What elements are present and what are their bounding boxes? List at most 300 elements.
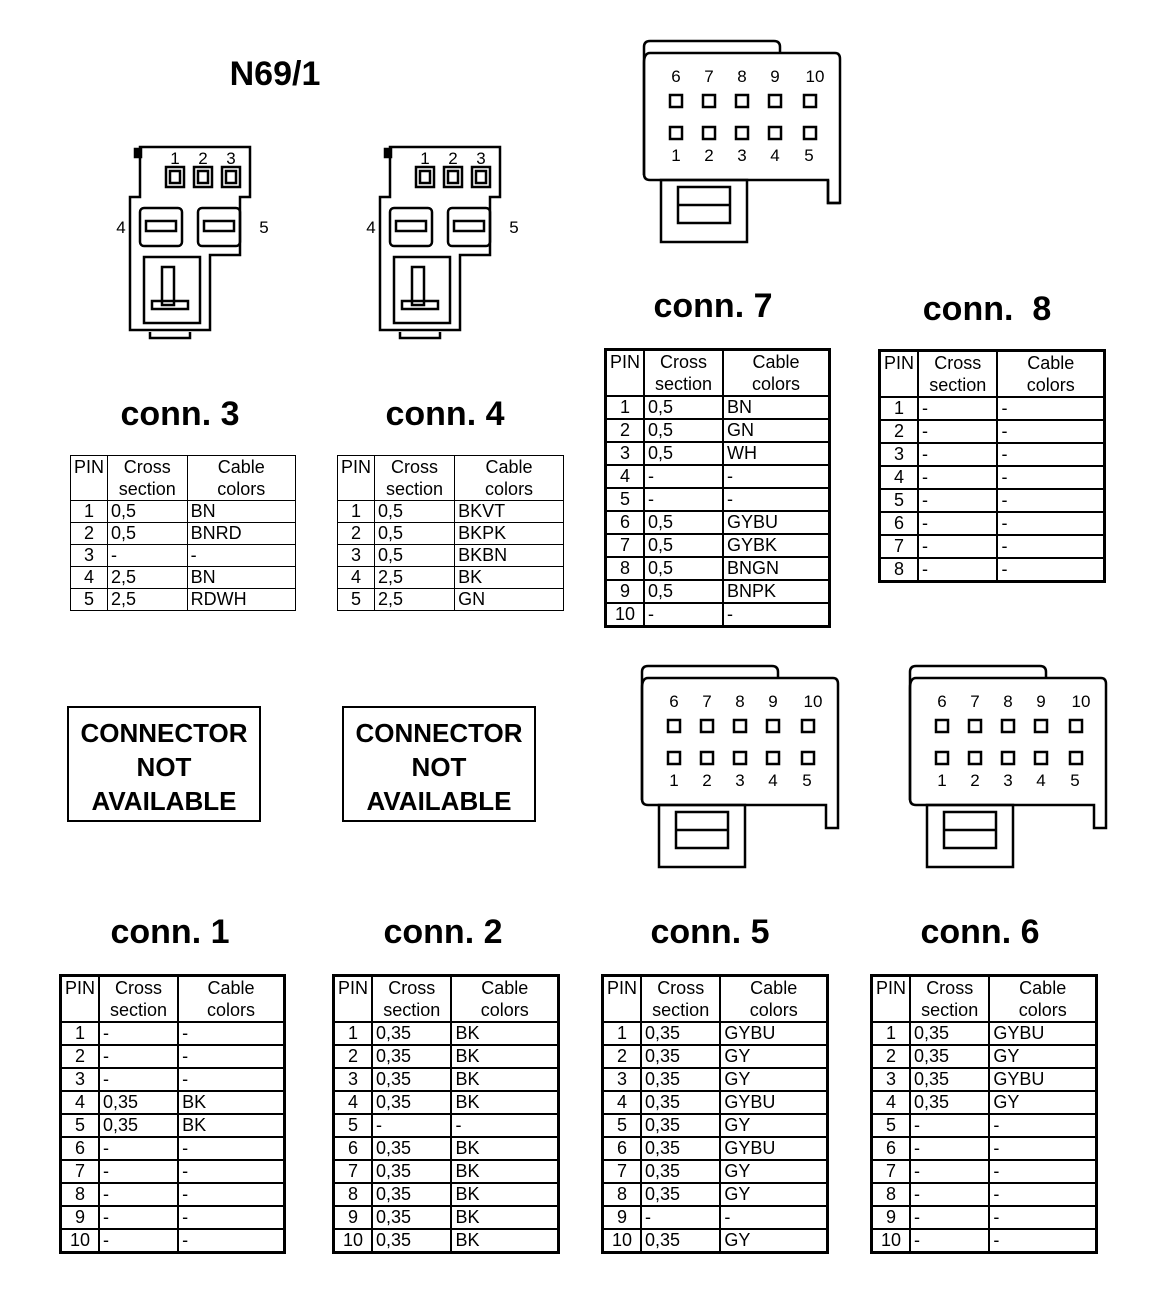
pin-label: 8 bbox=[735, 692, 745, 711]
table-header-row bbox=[872, 976, 1097, 1023]
cable-color-cell: - bbox=[997, 466, 1104, 489]
conn-8-title: conn. 8 bbox=[922, 290, 1052, 328]
cross-section-cell: 0,35 bbox=[910, 1091, 989, 1114]
header-cable: Cable colors bbox=[720, 976, 827, 1023]
na-line: AVAILABLE bbox=[366, 786, 512, 816]
pin-cell: 6 bbox=[334, 1137, 373, 1160]
pin-label: 9 bbox=[768, 692, 778, 711]
cross-section-cell: 0,5 bbox=[644, 580, 723, 603]
table-row bbox=[603, 1068, 828, 1091]
table-row bbox=[61, 1160, 285, 1183]
cross-section-cell: 0,35 bbox=[372, 1229, 451, 1253]
header-cable: Cable colors bbox=[451, 976, 558, 1023]
pin-cell: 8 bbox=[61, 1183, 100, 1206]
cable-color-cell: - bbox=[720, 1206, 827, 1229]
table-row bbox=[338, 567, 564, 589]
pin-cell: 8 bbox=[880, 558, 919, 582]
connector-drawing-7 bbox=[630, 35, 850, 250]
table-row bbox=[61, 1229, 285, 1253]
cable-color-cell: BK bbox=[451, 1206, 558, 1229]
header-cross: Cross section bbox=[99, 976, 178, 1023]
cable-color-cell: - bbox=[178, 1137, 284, 1160]
table-row bbox=[603, 1137, 828, 1160]
table-row bbox=[334, 1137, 559, 1160]
table-row bbox=[334, 1206, 559, 1229]
pin-label: 3 bbox=[737, 146, 747, 165]
na-line: NOT bbox=[411, 752, 467, 782]
table-row bbox=[338, 545, 564, 567]
pin-cell: 3 bbox=[61, 1068, 100, 1091]
conn-4-table bbox=[337, 455, 564, 611]
header-pin: PIN bbox=[71, 456, 108, 501]
pin-label: 5 bbox=[804, 146, 814, 165]
cross-section-cell: 0,35 bbox=[641, 1114, 720, 1137]
pin-label: 10 bbox=[805, 67, 825, 86]
pin-cell: 6 bbox=[603, 1137, 642, 1160]
cross-section-cell: - bbox=[99, 1229, 178, 1253]
cable-color-cell: - bbox=[187, 545, 295, 567]
cross-section-cell: 0,5 bbox=[644, 557, 723, 580]
pin-cell: 4 bbox=[880, 466, 919, 489]
table-row bbox=[606, 419, 830, 442]
cable-color-cell: - bbox=[178, 1160, 284, 1183]
table-row bbox=[334, 1068, 559, 1091]
cable-color-cell: - bbox=[178, 1068, 284, 1091]
cable-color-cell: BN bbox=[187, 501, 295, 523]
pin-cell: 4 bbox=[61, 1091, 100, 1114]
table-row bbox=[61, 1137, 285, 1160]
pin-cell: 2 bbox=[606, 419, 645, 442]
cross-section-cell: - bbox=[99, 1022, 178, 1045]
table-header-row bbox=[603, 976, 828, 1023]
cross-section-cell: 0,35 bbox=[372, 1045, 451, 1068]
pin-label: 8 bbox=[737, 67, 747, 86]
cross-section-cell: - bbox=[910, 1206, 989, 1229]
cross-section-cell: 0,35 bbox=[99, 1091, 178, 1114]
pin-cell: 6 bbox=[61, 1137, 100, 1160]
cross-section-cell: - bbox=[918, 420, 997, 443]
connector-not-available-box bbox=[67, 706, 261, 822]
table-row bbox=[872, 1091, 1097, 1114]
header-pin: PIN bbox=[61, 976, 100, 1023]
cross-section-cell: - bbox=[918, 489, 997, 512]
conn-5-title: conn. 5 bbox=[650, 913, 770, 951]
pin-label: 9 bbox=[770, 67, 780, 86]
pin-label: 1 bbox=[671, 146, 681, 165]
pin-label: 4 bbox=[770, 146, 780, 165]
cable-color-cell: BK bbox=[455, 567, 564, 589]
cable-color-cell: BK bbox=[178, 1091, 284, 1114]
header-cable: Cable colors bbox=[723, 350, 830, 397]
cable-color-cell: GYBU bbox=[723, 511, 830, 534]
pin-label: 5 bbox=[509, 218, 519, 237]
pin-label: 7 bbox=[702, 692, 712, 711]
pin-cell: 2 bbox=[338, 523, 375, 545]
pin-label: 4 bbox=[116, 218, 126, 237]
cable-color-cell: - bbox=[178, 1229, 284, 1253]
pin-cell: 9 bbox=[872, 1206, 911, 1229]
pin-label: 3 bbox=[735, 771, 745, 790]
cable-color-cell: BK bbox=[451, 1229, 558, 1253]
cable-color-cell: BK bbox=[451, 1045, 558, 1068]
cable-color-cell: BKPK bbox=[455, 523, 564, 545]
cross-section-cell: 0,35 bbox=[641, 1045, 720, 1068]
pin-cell: 7 bbox=[603, 1160, 642, 1183]
cross-section-cell: 0,35 bbox=[372, 1160, 451, 1183]
table-row bbox=[61, 1068, 285, 1091]
cross-section-cell: 0,35 bbox=[372, 1206, 451, 1229]
pin-cell: 4 bbox=[872, 1091, 911, 1114]
pin-cell: 5 bbox=[334, 1114, 373, 1137]
table-row bbox=[61, 1022, 285, 1045]
header-pin: PIN bbox=[606, 350, 645, 397]
na-line: CONNECTOR bbox=[355, 718, 523, 748]
conn-3-table bbox=[70, 455, 296, 611]
pin-label: 7 bbox=[970, 692, 980, 711]
cable-color-cell: GYBU bbox=[720, 1137, 827, 1160]
header-cross: Cross section bbox=[910, 976, 989, 1023]
table-row bbox=[606, 557, 830, 580]
connector-drawing-4 bbox=[360, 135, 530, 345]
table-row bbox=[603, 1045, 828, 1068]
table-row bbox=[872, 1137, 1097, 1160]
table-row bbox=[603, 1206, 828, 1229]
pin-label: 6 bbox=[671, 67, 681, 86]
pin-cell: 4 bbox=[334, 1091, 373, 1114]
cable-color-cell: - bbox=[723, 603, 830, 627]
conn-7-table bbox=[604, 348, 831, 628]
pin-label: 5 bbox=[259, 218, 269, 237]
table-row bbox=[61, 1045, 285, 1068]
cable-color-cell: BK bbox=[451, 1091, 558, 1114]
table-row bbox=[606, 534, 830, 557]
conn-2-title: conn. 2 bbox=[383, 913, 503, 951]
pin-cell: 3 bbox=[603, 1068, 642, 1091]
pin-label: 6 bbox=[669, 692, 679, 711]
cross-section-cell: - bbox=[99, 1045, 178, 1068]
cable-color-cell: - bbox=[989, 1137, 1096, 1160]
conn-6-table bbox=[870, 974, 1098, 1254]
conn-8-table bbox=[878, 349, 1106, 583]
pin-label: 1 bbox=[669, 771, 679, 790]
cable-color-cell: - bbox=[723, 465, 830, 488]
cable-color-cell: - bbox=[997, 443, 1104, 466]
cross-section-cell: 2,5 bbox=[375, 567, 455, 589]
na-line: CONNECTOR bbox=[80, 718, 248, 748]
pin-cell: 2 bbox=[334, 1045, 373, 1068]
table-row bbox=[71, 567, 296, 589]
cable-color-cell: BNPK bbox=[723, 580, 830, 603]
pin-cell: 6 bbox=[872, 1137, 911, 1160]
table-row bbox=[334, 1160, 559, 1183]
pin-label: 5 bbox=[802, 771, 812, 790]
pin-cell: 9 bbox=[603, 1206, 642, 1229]
cable-color-cell: - bbox=[997, 512, 1104, 535]
header-pin: PIN bbox=[338, 456, 375, 501]
cable-color-cell: BK bbox=[451, 1022, 558, 1045]
pin-cell: 4 bbox=[71, 567, 108, 589]
pin-cell: 3 bbox=[606, 442, 645, 465]
pin-label: 10 bbox=[1071, 692, 1091, 711]
cable-color-cell: GY bbox=[720, 1068, 827, 1091]
cable-color-cell: - bbox=[178, 1206, 284, 1229]
cross-section-cell: 0,35 bbox=[99, 1114, 178, 1137]
pin-label: 7 bbox=[704, 67, 714, 86]
pin-label: 5 bbox=[1070, 771, 1080, 790]
pin-cell: 2 bbox=[880, 420, 919, 443]
table-row bbox=[71, 523, 296, 545]
table-row bbox=[61, 1114, 285, 1137]
cross-section-cell: 0,35 bbox=[372, 1068, 451, 1091]
cross-section-cell: 2,5 bbox=[375, 589, 455, 611]
pin-cell: 7 bbox=[880, 535, 919, 558]
table-row bbox=[872, 1022, 1097, 1045]
cable-color-cell: GYBU bbox=[720, 1091, 827, 1114]
cable-color-cell: - bbox=[989, 1114, 1096, 1137]
pin-cell: 10 bbox=[334, 1229, 373, 1253]
table-row bbox=[880, 397, 1105, 420]
pin-label: 4 bbox=[768, 771, 778, 790]
cable-color-cell: GYBU bbox=[720, 1022, 827, 1045]
cable-color-cell: BN bbox=[187, 567, 295, 589]
cross-section-cell: 0,5 bbox=[108, 501, 188, 523]
pin-label: 9 bbox=[1036, 692, 1046, 711]
pin-cell: 9 bbox=[61, 1206, 100, 1229]
pin-cell: 10 bbox=[61, 1229, 100, 1253]
table-row bbox=[872, 1045, 1097, 1068]
table-row bbox=[880, 558, 1105, 582]
cross-section-cell: - bbox=[918, 535, 997, 558]
pin-label: 4 bbox=[1036, 771, 1046, 790]
header-cable: Cable colors bbox=[989, 976, 1096, 1023]
connector-drawing-6 bbox=[896, 660, 1116, 875]
table-row bbox=[334, 1045, 559, 1068]
cross-section-cell: 0,35 bbox=[641, 1068, 720, 1091]
cable-color-cell: - bbox=[997, 397, 1104, 420]
cross-section-cell: - bbox=[644, 465, 723, 488]
header-cross: Cross section bbox=[644, 350, 723, 397]
pin-cell: 5 bbox=[71, 589, 108, 611]
table-row bbox=[603, 1160, 828, 1183]
cross-section-cell: 0,35 bbox=[372, 1022, 451, 1045]
pin-label: 3 bbox=[476, 149, 486, 168]
cross-section-cell: - bbox=[918, 397, 997, 420]
pin-cell: 7 bbox=[61, 1160, 100, 1183]
pin-cell: 9 bbox=[334, 1206, 373, 1229]
cable-color-cell: BK bbox=[451, 1183, 558, 1206]
pin-cell: 7 bbox=[334, 1160, 373, 1183]
pin-cell: 3 bbox=[338, 545, 375, 567]
cable-color-cell: - bbox=[178, 1183, 284, 1206]
pin-label: 2 bbox=[198, 149, 208, 168]
cable-color-cell: GY bbox=[720, 1114, 827, 1137]
table-row bbox=[338, 501, 564, 523]
cable-color-cell: BKBN bbox=[455, 545, 564, 567]
cross-section-cell: 2,5 bbox=[108, 589, 188, 611]
cross-section-cell: - bbox=[910, 1183, 989, 1206]
cable-color-cell: GY bbox=[720, 1045, 827, 1068]
cable-color-cell: - bbox=[989, 1160, 1096, 1183]
pin-cell: 5 bbox=[880, 489, 919, 512]
conn-4-title: conn. 4 bbox=[385, 395, 505, 433]
table-row bbox=[872, 1114, 1097, 1137]
pin-cell: 5 bbox=[61, 1114, 100, 1137]
pin-cell: 1 bbox=[334, 1022, 373, 1045]
header-cross: Cross section bbox=[918, 351, 997, 398]
conn-7-title: conn. 7 bbox=[653, 287, 773, 325]
conn-1-title: conn. 1 bbox=[110, 913, 230, 951]
table-row bbox=[603, 1022, 828, 1045]
pin-cell: 1 bbox=[338, 501, 375, 523]
table-row bbox=[61, 1091, 285, 1114]
pin-cell: 3 bbox=[880, 443, 919, 466]
pin-cell: 7 bbox=[872, 1160, 911, 1183]
cross-section-cell: - bbox=[910, 1229, 989, 1253]
pin-cell: 9 bbox=[606, 580, 645, 603]
pin-cell: 2 bbox=[872, 1045, 911, 1068]
table-row bbox=[880, 489, 1105, 512]
conn-1-table bbox=[59, 974, 286, 1254]
header-pin: PIN bbox=[872, 976, 911, 1023]
cross-section-cell: - bbox=[918, 443, 997, 466]
header-cable: Cable colors bbox=[187, 456, 295, 501]
cable-color-cell: GY bbox=[989, 1045, 1096, 1068]
table-row bbox=[872, 1183, 1097, 1206]
pin-cell: 2 bbox=[71, 523, 108, 545]
cross-section-cell: 0,35 bbox=[910, 1022, 989, 1045]
connector-drawing-3 bbox=[110, 135, 280, 345]
table-header-row bbox=[61, 976, 285, 1023]
table-row bbox=[872, 1068, 1097, 1091]
cross-section-cell: - bbox=[918, 466, 997, 489]
table-row bbox=[606, 396, 830, 419]
conn-6-title: conn. 6 bbox=[920, 913, 1040, 951]
pin-label: 8 bbox=[1003, 692, 1013, 711]
cross-section-cell: - bbox=[910, 1137, 989, 1160]
table-header-row bbox=[606, 350, 830, 397]
pin-cell: 8 bbox=[603, 1183, 642, 1206]
pin-cell: 10 bbox=[872, 1229, 911, 1253]
cable-color-cell: GY bbox=[720, 1183, 827, 1206]
pin-cell: 3 bbox=[872, 1068, 911, 1091]
pin-label: 2 bbox=[448, 149, 458, 168]
cable-color-cell: RDWH bbox=[187, 589, 295, 611]
table-row bbox=[71, 545, 296, 567]
table-row bbox=[606, 603, 830, 627]
pin-cell: 1 bbox=[872, 1022, 911, 1045]
cross-section-cell: - bbox=[918, 512, 997, 535]
na-line: AVAILABLE bbox=[91, 786, 237, 816]
cross-section-cell: 0,35 bbox=[641, 1160, 720, 1183]
table-row bbox=[880, 420, 1105, 443]
cross-section-cell: 0,35 bbox=[910, 1068, 989, 1091]
cross-section-cell: 0,35 bbox=[641, 1229, 720, 1253]
table-row bbox=[334, 1022, 559, 1045]
pin-cell: 4 bbox=[338, 567, 375, 589]
pin-cell: 7 bbox=[606, 534, 645, 557]
cross-section-cell: 0,5 bbox=[644, 534, 723, 557]
cable-color-cell: - bbox=[989, 1206, 1096, 1229]
table-row bbox=[606, 442, 830, 465]
table-row bbox=[872, 1206, 1097, 1229]
cable-color-cell: BKVT bbox=[455, 501, 564, 523]
pin-cell: 1 bbox=[606, 396, 645, 419]
cross-section-cell: 0,5 bbox=[108, 523, 188, 545]
cable-color-cell: BK bbox=[451, 1137, 558, 1160]
na-line: NOT bbox=[136, 752, 192, 782]
cross-section-cell: - bbox=[99, 1160, 178, 1183]
cable-color-cell: GN bbox=[455, 589, 564, 611]
cable-color-cell: GY bbox=[720, 1229, 827, 1253]
cable-color-cell: - bbox=[178, 1045, 284, 1068]
cross-section-cell: - bbox=[99, 1183, 178, 1206]
cross-section-cell: 0,35 bbox=[641, 1022, 720, 1045]
table-row bbox=[606, 511, 830, 534]
connector-not-available-box bbox=[342, 706, 536, 822]
table-row bbox=[606, 465, 830, 488]
cable-color-cell: GYBU bbox=[989, 1022, 1096, 1045]
header-cross: Cross section bbox=[108, 456, 188, 501]
cable-color-cell: - bbox=[989, 1183, 1096, 1206]
conn-2-table bbox=[332, 974, 560, 1254]
pin-cell: 8 bbox=[872, 1183, 911, 1206]
table-row bbox=[334, 1229, 559, 1253]
cross-section-cell: - bbox=[910, 1160, 989, 1183]
cross-section-cell: 0,35 bbox=[372, 1137, 451, 1160]
cross-section-cell: - bbox=[644, 488, 723, 511]
header-cross: Cross section bbox=[372, 976, 451, 1023]
pin-cell: 3 bbox=[71, 545, 108, 567]
conn-5-table bbox=[601, 974, 829, 1254]
pin-cell: 4 bbox=[606, 465, 645, 488]
pin-label: 3 bbox=[1003, 771, 1013, 790]
pin-label: 1 bbox=[420, 149, 430, 168]
table-header-row bbox=[71, 456, 296, 501]
cross-section-cell: 0,35 bbox=[910, 1045, 989, 1068]
header-pin: PIN bbox=[334, 976, 373, 1023]
pin-label: 2 bbox=[704, 146, 714, 165]
main-title: N69/1 bbox=[229, 55, 321, 93]
pin-cell: 8 bbox=[606, 557, 645, 580]
cross-section-cell: - bbox=[99, 1137, 178, 1160]
cable-color-cell: BNGN bbox=[723, 557, 830, 580]
cross-section-cell: 0,5 bbox=[644, 419, 723, 442]
cross-section-cell: 0,5 bbox=[644, 442, 723, 465]
table-row bbox=[606, 580, 830, 603]
table-row bbox=[71, 501, 296, 523]
cross-section-cell: 0,5 bbox=[644, 396, 723, 419]
header-cross: Cross section bbox=[641, 976, 720, 1023]
cable-color-cell: - bbox=[989, 1229, 1096, 1253]
cable-color-cell: BK bbox=[178, 1114, 284, 1137]
cross-section-cell: - bbox=[372, 1114, 451, 1137]
cross-section-cell: - bbox=[108, 545, 188, 567]
pin-cell: 5 bbox=[603, 1114, 642, 1137]
cross-section-cell: 0,35 bbox=[641, 1137, 720, 1160]
cable-color-cell: GN bbox=[723, 419, 830, 442]
table-row bbox=[334, 1091, 559, 1114]
table-row bbox=[880, 535, 1105, 558]
table-row bbox=[880, 512, 1105, 535]
header-cable: Cable colors bbox=[997, 351, 1104, 398]
cross-section-cell: 0,5 bbox=[644, 511, 723, 534]
table-row bbox=[61, 1183, 285, 1206]
table-row bbox=[603, 1091, 828, 1114]
cable-color-cell: GYBK bbox=[723, 534, 830, 557]
table-header-row bbox=[338, 456, 564, 501]
cross-section-cell: 0,35 bbox=[641, 1091, 720, 1114]
table-row bbox=[71, 589, 296, 611]
